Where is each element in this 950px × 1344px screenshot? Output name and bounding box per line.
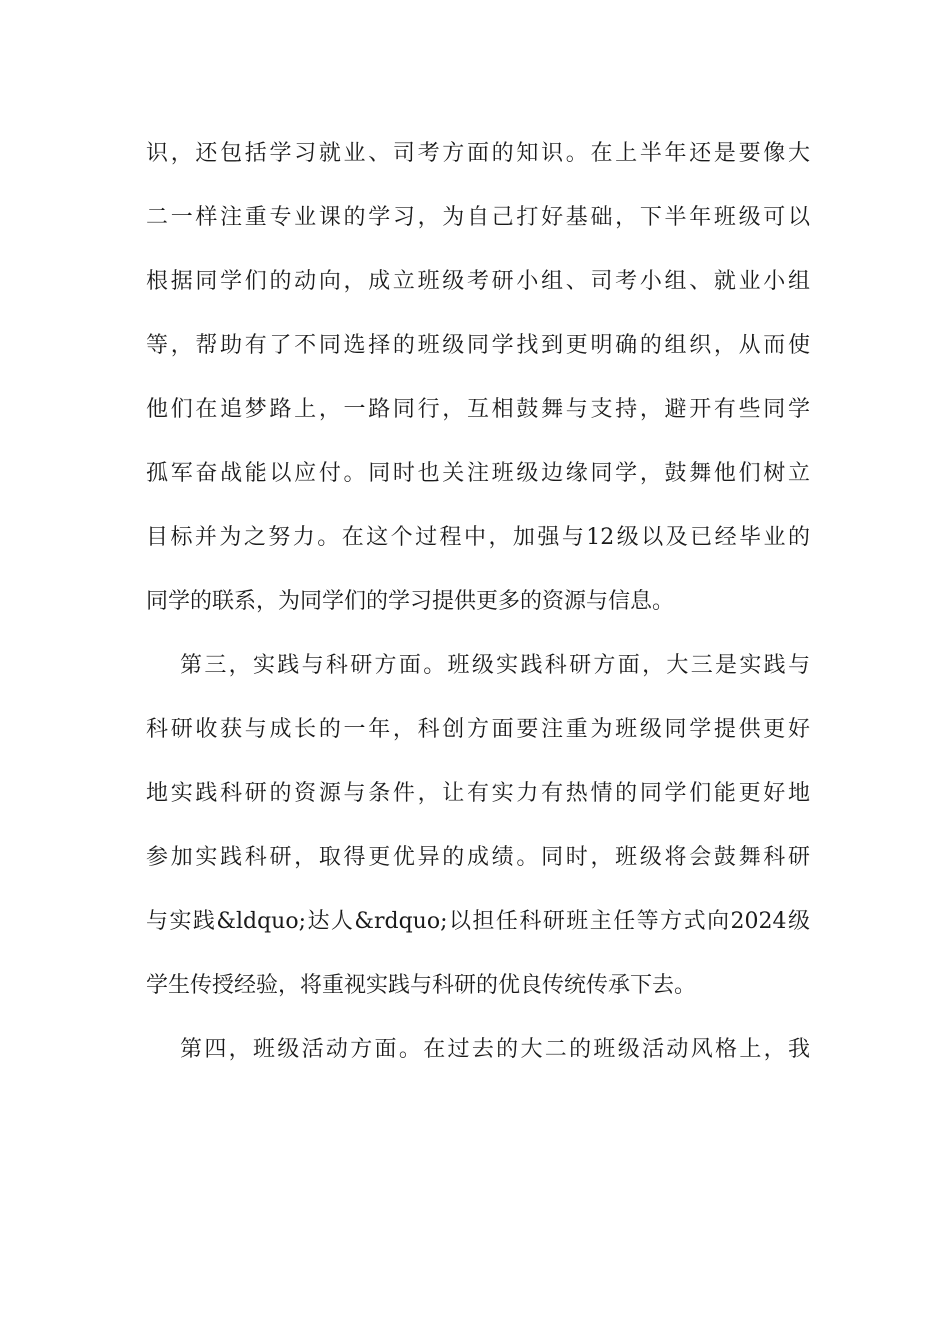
text-line: 目标并为之努力。在这个过程中，加强与12级以及已经毕业的 — [146, 525, 810, 550]
text-line: 同学的联系，为同学们的学习提供更多的资源与信息。 — [146, 589, 675, 614]
document-body — [146, 128, 810, 1088]
text-line: 学生传授经验，将重视实践与科研的优良传统传承下去。 — [146, 973, 697, 998]
text-line: 根据同学们的动向，成立班级考研小组、司考小组、就业小组 — [146, 269, 810, 294]
text-line: 参加实践科研，取得更优异的成绩。同时，班级将会鼓舞科研 — [146, 845, 810, 870]
text-line: 识，还包括学习就业、司考方面的知识。在上半年还是要像大 — [146, 141, 810, 166]
text-line: 与实践&ldquo;达人&rdquo;以担任科研班主任等方式向2024级 — [146, 909, 810, 934]
paragraph-start-line: 第四，班级活动方面。在过去的大二的班级活动风格上，我 — [180, 1037, 810, 1062]
text-line: 他们在追梦路上，一路同行，互相鼓舞与支持，避开有些同学 — [146, 397, 810, 422]
text-line: 等，帮助有了不同选择的班级同学找到更明确的组织，从而使 — [146, 333, 810, 358]
text-line: 地实践科研的资源与条件，让有实力有热情的同学们能更好地 — [146, 781, 810, 806]
text-line: 科研收获与成长的一年，科创方面要注重为班级同学提供更好 — [146, 717, 810, 742]
text-line: 二一样注重专业课的学习，为自己打好基础，下半年班级可以 — [146, 205, 810, 230]
text-line: 孤军奋战能以应付。同时也关注班级边缘同学，鼓舞他们树立 — [146, 461, 810, 486]
paragraph-start-line: 第三，实践与科研方面。班级实践科研方面，大三是实践与 — [180, 653, 810, 678]
